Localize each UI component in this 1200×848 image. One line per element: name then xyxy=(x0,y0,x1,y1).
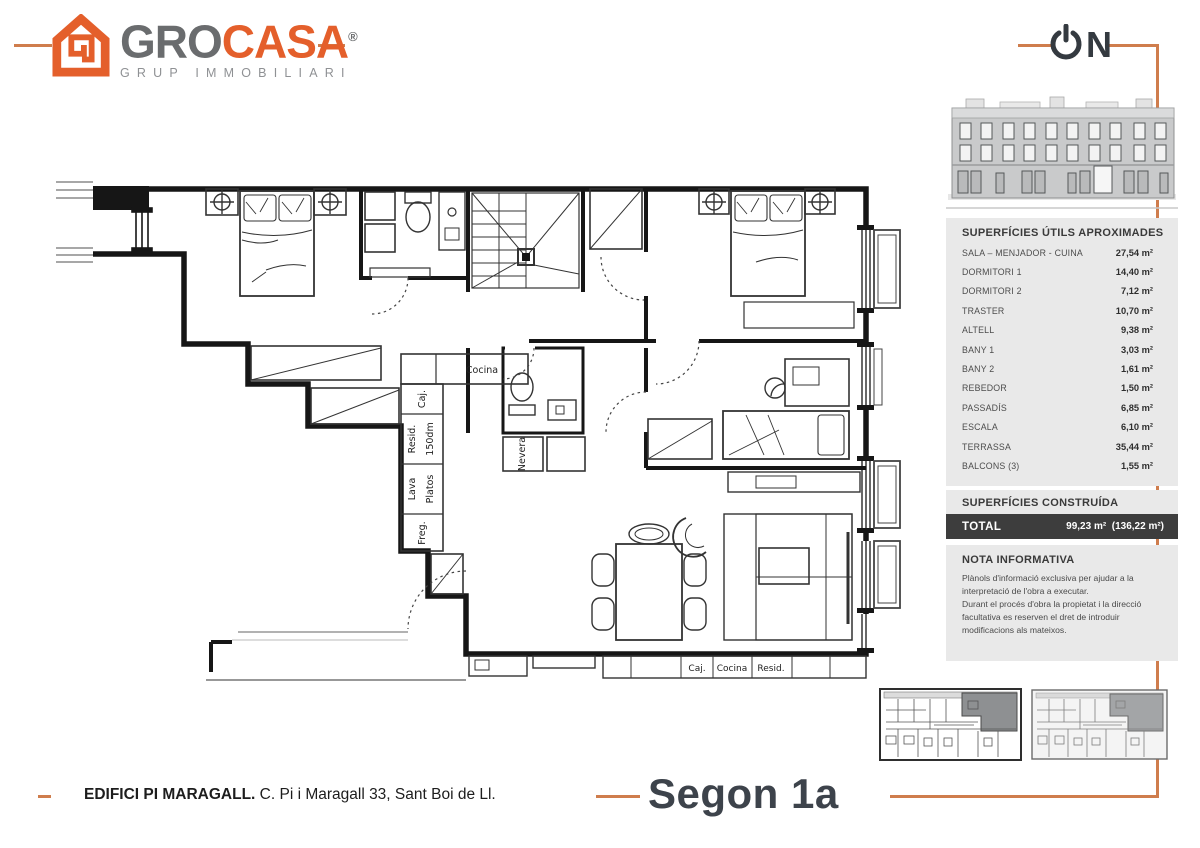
sideboard xyxy=(728,472,860,492)
table-row: TERRASSA 35,44 m² xyxy=(962,441,1153,452)
sofa-area xyxy=(673,514,852,640)
table-row: ALTELL 9,38 m² xyxy=(962,325,1153,336)
hall-closet xyxy=(590,189,642,249)
table-row: DORMITORI 1 14,40 m² xyxy=(962,267,1153,278)
brand-casa: CASA xyxy=(221,15,349,68)
armchair xyxy=(673,518,706,557)
table-row: ESCALA 6,10 m² xyxy=(962,422,1153,433)
brand-registered-mark: ® xyxy=(348,29,357,44)
brand-tagline: GRUP IMMOBILIARI xyxy=(120,66,352,81)
terrace-rails xyxy=(56,182,93,262)
living-dining xyxy=(592,472,860,640)
label-freg: Freg. xyxy=(417,521,428,545)
balconies xyxy=(874,230,900,608)
frame-bottom-right-line xyxy=(890,795,1159,798)
label-resid: Resid. xyxy=(407,424,418,454)
frame-top-right-line xyxy=(1106,44,1159,47)
table-row: BALCONS (3) 1,55 m² xyxy=(962,460,1153,471)
desk xyxy=(765,359,849,406)
floor-plan xyxy=(56,162,908,686)
bathroom1 xyxy=(365,192,465,277)
left-window xyxy=(132,208,152,252)
useful-areas-table xyxy=(946,243,1178,476)
frame-bottom-dash xyxy=(596,795,640,798)
table-row: BANY 2 1,61 m² xyxy=(962,364,1153,375)
floor-key-thumbnail-2 xyxy=(1030,687,1170,763)
total-label: TOTAL xyxy=(962,520,1002,533)
built-area-title: SUPERFÍCIES CONSTRUÍDA xyxy=(962,497,1119,509)
unit-title: Segon 1a xyxy=(648,770,839,817)
grocasa-logo xyxy=(52,14,357,80)
grocasa-house-icon xyxy=(52,14,110,78)
label-terrace-caj: Caj. xyxy=(688,664,706,674)
frame-top-right-dash xyxy=(1018,44,1051,47)
label-nevera: Nevera xyxy=(517,436,528,472)
label-terrace-cocina: Cocina xyxy=(716,664,748,674)
wardrobe xyxy=(648,419,712,459)
sink xyxy=(548,400,576,420)
table-row: REBEDOR 1,50 m² xyxy=(962,383,1153,394)
power-icon xyxy=(1048,24,1084,66)
toilet xyxy=(509,373,535,415)
fridge-cabinets xyxy=(503,437,585,471)
useful-areas-panel xyxy=(946,218,1178,486)
brand-wordmark xyxy=(120,14,357,68)
dining-table xyxy=(592,524,706,640)
on-logo xyxy=(1048,24,1112,66)
table-row: TRASTER 10,70 m² xyxy=(962,305,1153,316)
street-address: C. Pi i Maragall 33, Sant Boi de Ll. xyxy=(259,786,496,803)
single-bed xyxy=(723,411,849,459)
sink-vanity xyxy=(439,192,465,250)
building-elevation-image xyxy=(938,86,1186,212)
table-row: DORMITORI 2 7,12 m² xyxy=(962,286,1153,297)
note-panel xyxy=(946,545,1178,661)
total-bar xyxy=(946,514,1178,539)
useful-areas-title: SUPERFÍCIES ÚTILS APROXIMADES xyxy=(962,227,1164,239)
note-text: Plànols d'informació exclusiva per ajudar a la interpretació de l'obra a executar. Durant el procés d'obra la propietat i la direcció facultativa es reserven el dret de introduir modificacions als mateixos. xyxy=(962,573,1142,635)
label-150dm: 150dm xyxy=(425,422,436,456)
double-bed xyxy=(240,191,314,296)
stairs xyxy=(472,193,579,288)
table-row: SALA – MENJADOR - CUINA 27,54 m² xyxy=(962,247,1153,258)
interior-walls xyxy=(211,189,866,672)
built-area-panel xyxy=(946,490,1178,514)
label-platos: Platos xyxy=(425,474,436,504)
label-terrace-resid: Resid. xyxy=(757,664,785,674)
small-bedroom xyxy=(648,359,849,459)
label-cocina: Cocina xyxy=(465,365,499,376)
door-arcs xyxy=(372,257,699,629)
label-caj: Caj. xyxy=(417,389,428,409)
footer-address xyxy=(84,786,496,804)
bedroom1 xyxy=(206,189,346,296)
bedroom2 xyxy=(699,189,854,328)
table-row: BANY 1 3,03 m² xyxy=(962,344,1153,355)
total-value: 99,23 m² (136,22 m²) xyxy=(1066,521,1164,532)
note-title: NOTA INFORMATIVA xyxy=(962,554,1075,566)
floor-key-thumbnail-1 xyxy=(878,686,1024,764)
double-bed xyxy=(731,191,805,296)
frame-bottom-left-dash xyxy=(38,795,51,798)
on-logo-letter: N xyxy=(1086,24,1112,65)
building-name: EDIFICI PI MARAGALL. xyxy=(84,786,256,803)
label-lava: Lava xyxy=(407,477,418,501)
table-row: PASSADÍS 6,85 m² xyxy=(962,402,1153,413)
frame-top-left-dash xyxy=(14,44,52,47)
toilet xyxy=(405,192,431,232)
brand-gro: GRO xyxy=(120,15,222,68)
bathroom2 xyxy=(503,345,583,433)
outer-walls xyxy=(93,186,866,654)
coffee-table xyxy=(759,548,809,584)
